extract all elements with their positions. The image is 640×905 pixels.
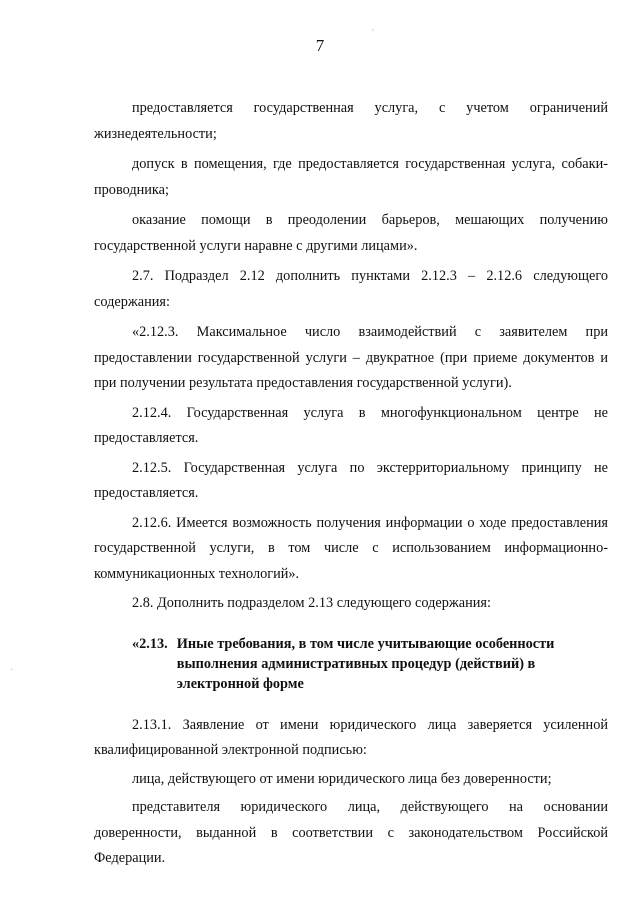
paragraph: представителя юридического лица, действующего на основании доверенности, выданной в соответствии с законодательством Российской Федерации. bbox=[94, 799, 608, 866]
section-heading bbox=[94, 634, 608, 694]
section-number: «2.13. bbox=[132, 635, 168, 652]
paragraph: 2.12.6. Имеется возможность получения информации о ходе предоставления государственной услуги, в том числе с использованием информационно-коммуникационных технологий». bbox=[94, 514, 608, 582]
scan-speck: · bbox=[10, 665, 14, 676]
paragraph: «2.12.3. Максимальное число взаимодействий с заявителем при предоставлении государственной услуги – двукратное (при приеме документов и при получении результата предоставления государственной услуги). bbox=[94, 324, 608, 391]
paragraph: предоставляется государственная услуга, с учетом ограничений жизнедеятельности; bbox=[94, 100, 608, 142]
paragraph: 2.13.1. Заявление от имени юридического лица заверяется усиленной квалифицированной электронной подписью: bbox=[94, 716, 608, 758]
paragraph: допуск в помещения, где предоставляется государственная услуга, собаки-проводника; bbox=[94, 156, 608, 198]
section-title: Иные требования, в том числе учитывающие особенности выполнения административных процедур (действий) в электронной форме bbox=[176, 635, 555, 692]
paragraph: оказание помощи в преодолении барьеров, мешающих получению государственной услуги наравне с другими лицами». bbox=[94, 212, 608, 254]
paragraph: 2.7. Подраздел 2.12 дополнить пунктами 2.12.3 – 2.12.6 следующего содержания: bbox=[94, 268, 608, 310]
scan-speck: ' bbox=[372, 28, 374, 39]
page-number: 7 bbox=[315, 36, 325, 55]
paragraph: 2.8. Дополнить подразделом 2.13 следующего содержания: bbox=[132, 595, 491, 611]
paragraph: 2.12.5. Государственная услуга по экстерриториальному принципу не предоставляется. bbox=[94, 459, 608, 501]
paragraph: лица, действующего от имени юридического лица без доверенности; bbox=[132, 770, 552, 787]
paragraph: 2.12.4. Государственная услуга в многофункциональном центре не предоставляется. bbox=[94, 404, 608, 446]
document-body bbox=[94, 96, 608, 872]
